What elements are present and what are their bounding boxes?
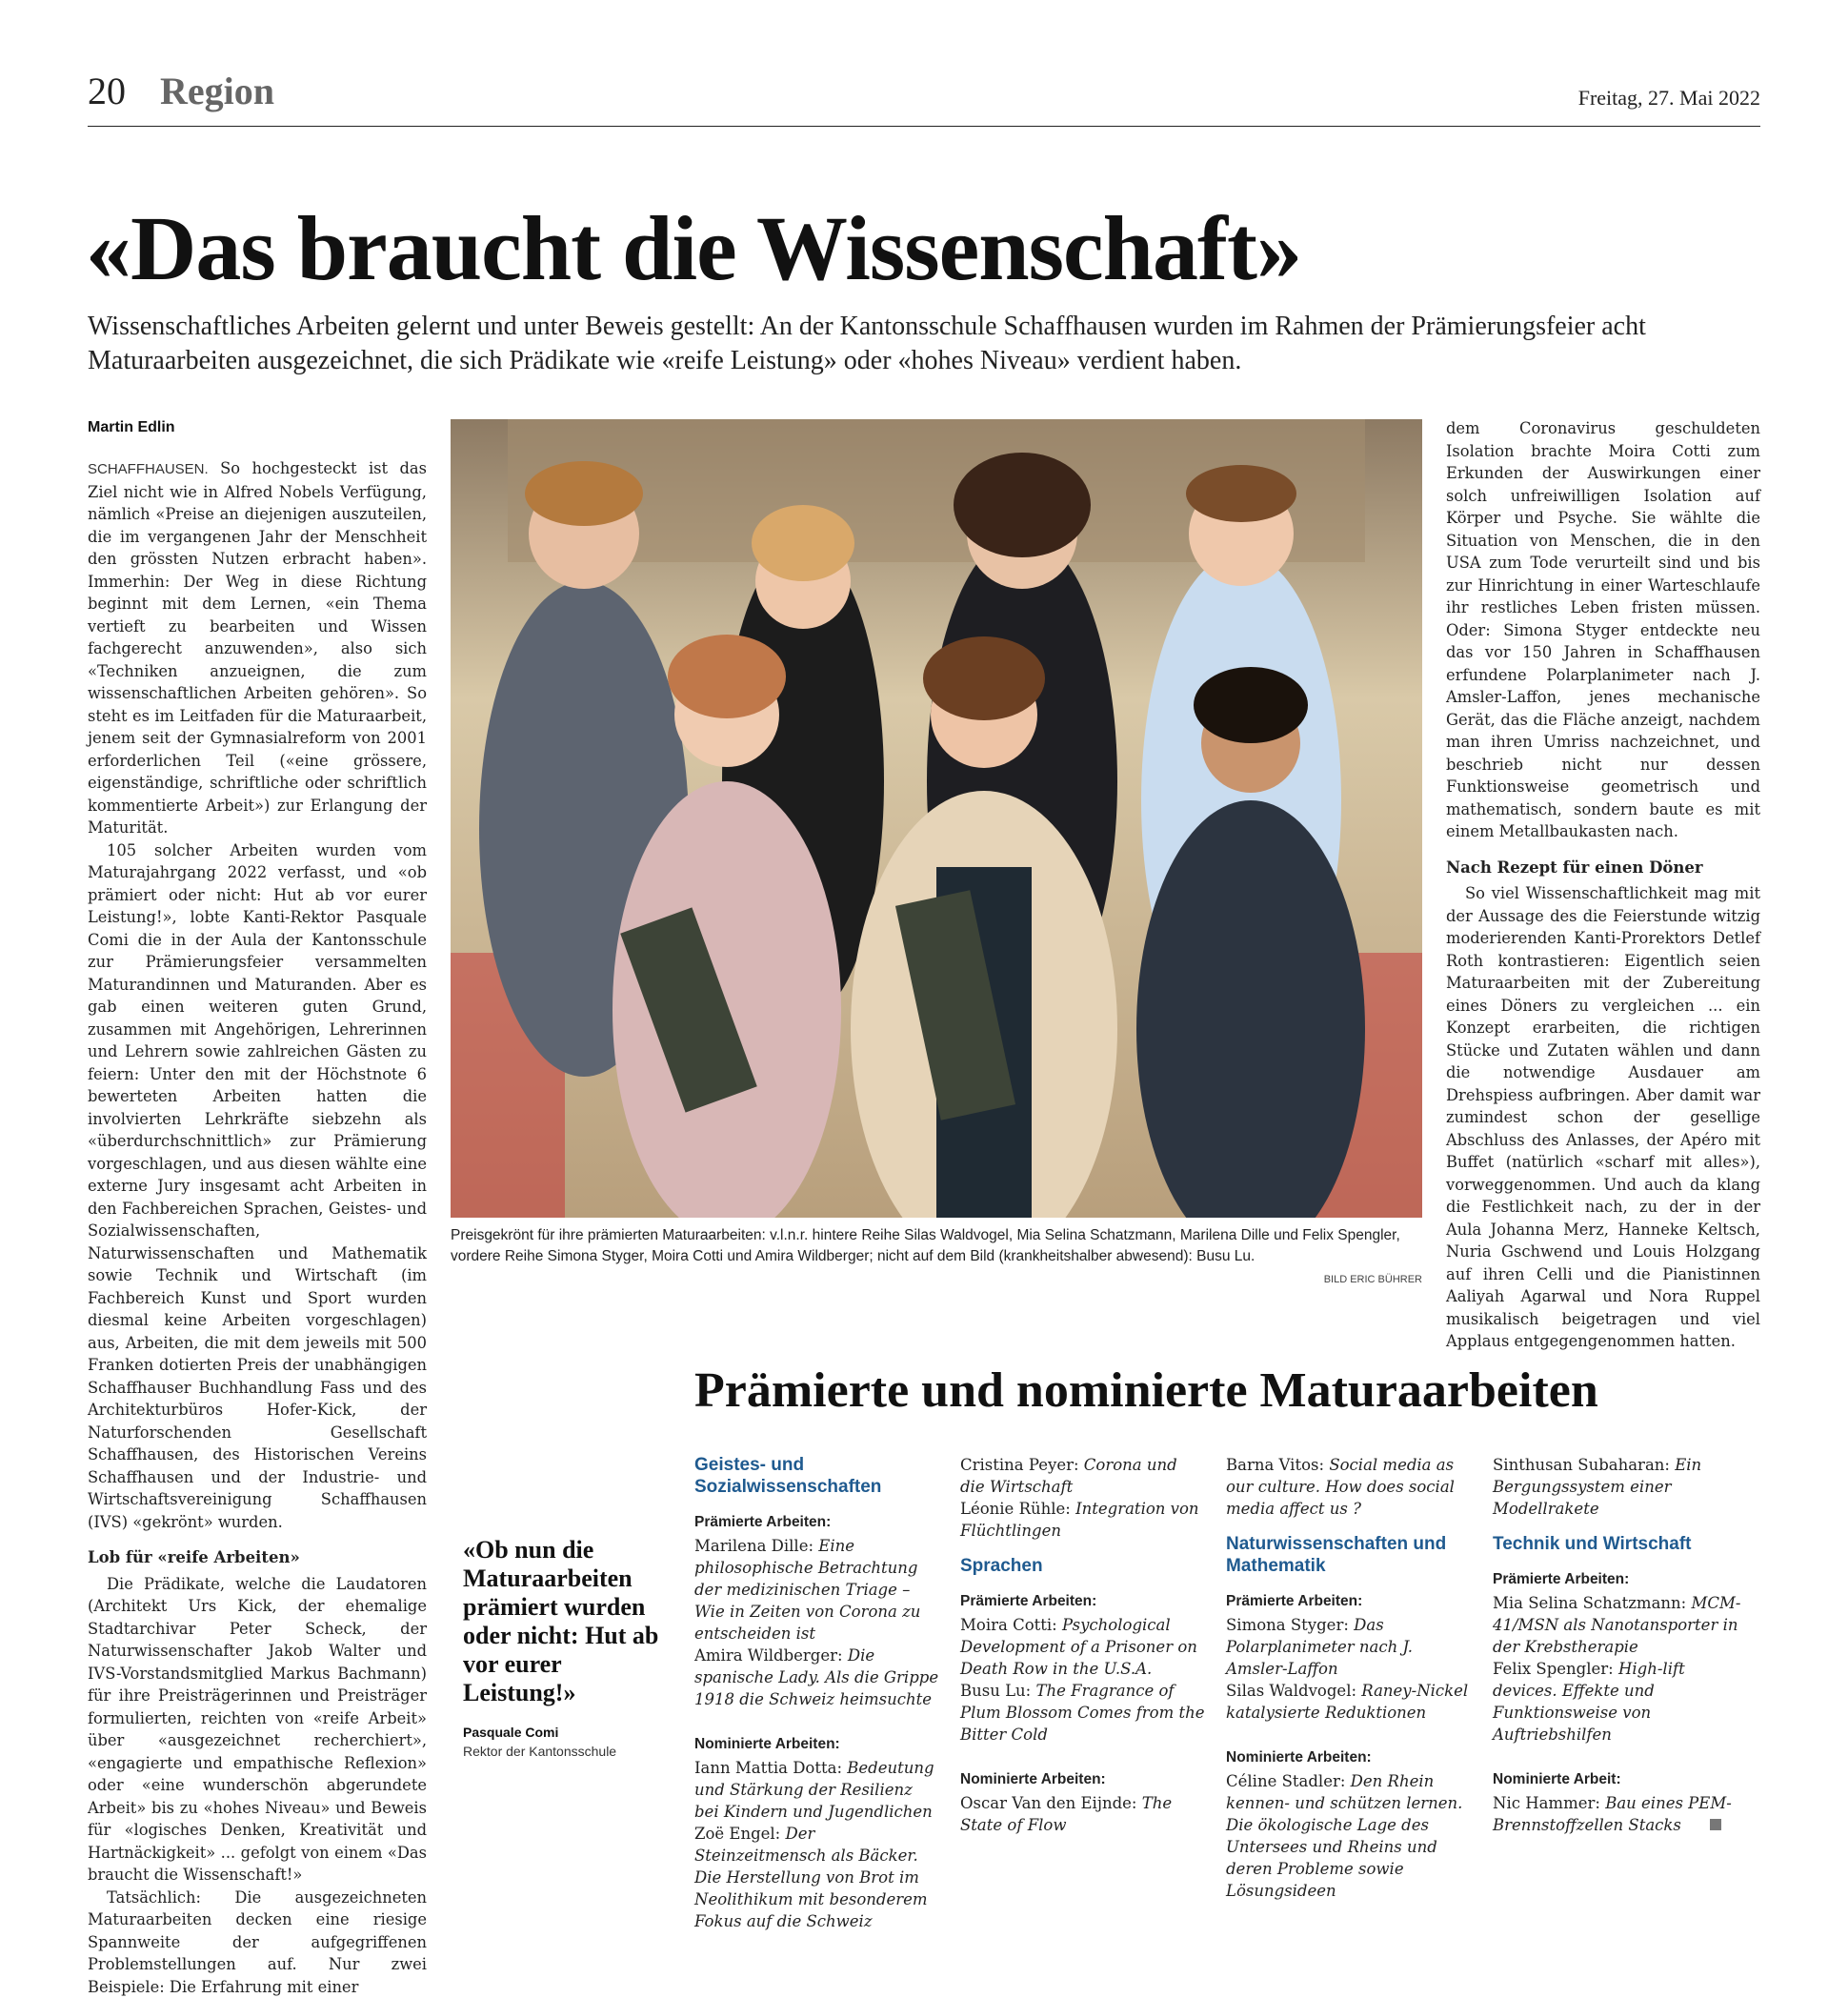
entry: Simona Styger: Das Polarplanimeter nach J. Amsler-Laffon (1226, 1614, 1472, 1680)
box-title: Prämierte und nominierte Maturaarbeiten (694, 1362, 1598, 1419)
header-rule (88, 126, 1760, 127)
group-label: Nominierte Arbeiten: (694, 1733, 940, 1755)
author-byline: Martin Edlin (88, 419, 175, 436)
paragraph: 105 solcher Arbeiten wurden vom Maturajahrgang 2022 verfasst, und «ob prämiert oder nicht: Hut ab vor eurer Leistung!», lobte Kanti-Rektor Pasquale Comi die in der Aula der Kantonsschule zur Prämierungsfeier versammelten Maturandinnen und Maturanden. Aber es gab einen weiteren guten Grund, zusammen mit Angehörigen, Lehrerinnen und Lehrern sowie zahlreichen Gästen zu feiern: Unter den mit der Höchstnote 6 bewerteten Arbeiten hatten die involvierten Lehrkräfte siebzehn als «überdurchschnittlich» zur Prämierung vorgeschlagen, und aus diesen wählte eine externe Jury insgesamt acht Arbeiten in den Fachbereichen Sprachen, Geistes- und Sozialwissenschaften, Naturwissenschaften und Mathematik sowie Technik und Wirtschaft (im Fachbereich Kunst und Sport wurden diesmal keine Arbeiten vorgeschlagen) aus, Arbeiten, die mit dem jeweils mit 500 Franken dotierten Preis der unabhängigen Schaffhauser Buchhandlung Fass und des Architekturbüros Hofer-Kick, der Naturforschenden Gesellschaft Schaffhausen, des Historischen Vereins Schaffhausen und der Industrie- und Wirtschaftsvereinigung Schaffhausen (IVS) «gekrönt» wurden. (88, 839, 427, 1534)
group-label: Prämierte Arbeiten: (960, 1590, 1206, 1612)
entry: Amira Wildberger: Die spanische Lady. Als die Grippe 1918 die Schweiz heimsuchte (694, 1645, 940, 1710)
issue-date: Freitag, 27. Mai 2022 (1578, 86, 1760, 111)
paragraph: dem Coronavirus geschuldeten Isolation brachte Moira Cotti zum Erkunden der Auswirkungen einer solch unfreiwilligen Isolation auf Körper und Psyche. Sie wählte die Situation von Menschen, die in den USA zum Tode verurteilt sind und bis zur Hinrichtung in einer Warteschlaufe ihr restliches Leben fristen müssen. Oder: Simona Styger entdeckte neu das vor 150 Jahren in Schaffhausen erfundene Polarplanimeter nach J. Amsler-Laffon, jenes mechanische Gerät, das die Fläche anzeigt, nachdem man ihren Umriss nachzeichnet, und beschrieb nicht nur dessen Funktionsweise geometrisch und mathematisch, sondern baute es mit einem Metallbaukasten nach. (1446, 417, 1760, 843)
article-column-left (88, 457, 427, 1998)
group-label: Nominierte Arbeiten: (960, 1768, 1206, 1790)
entry: Sinthusan Subaharan: Ein Bergungssystem einer Modellrakete (1493, 1454, 1742, 1520)
group-label: Nominierte Arbeiten: (1226, 1746, 1472, 1768)
box-column-3 (1226, 1454, 1472, 1902)
pull-quote: «Ob nun die Maturaarbeiten prämiert wurden oder nicht: Hut ab vor eurer Leistung!» (463, 1536, 663, 1707)
photo-credit: BILD ERIC BÜHRER (1324, 1274, 1422, 1285)
group-photo (451, 419, 1422, 1218)
entry: Marilena Dille: Eine philosophische Betrachtung der medizinischen Triage – Wie in Zeiten von Corona zu entscheiden ist (694, 1535, 940, 1645)
entry: Mia Selina Schatzmann: MCM-41/MSN als Nanotansporter in der Krebstherapie (1493, 1592, 1742, 1658)
entry: Felix Spengler: High-lift devices. Effekte und Funktionsweise von Auftriebshilfen (1493, 1658, 1742, 1746)
paragraph: SCHAFFHAUSEN. So hochgesteckt ist das Ziel nicht wie in Alfred Nobels Verfügung, nämlich «Preise an diejenigen auszuteilen, die im vergangenen Jahr der Menschheit den grössten Nutzen erbracht haben». Immerhin: Der Weg in diese Richtung beginnt mit dem Lernen, «ein Thema vertieft zu bearbeiten und Wissen fachgerecht anzuwenden», also sich «Techniken anzueignen, die zum wissenschaftlichen Arbeiten gehören». So steht es im Leitfaden für die Maturaarbeit, jenem seit der Gymnasialreform von 2001 erforderlichen Teil («eine grössere, eigenständige, schriftliche oder schriftlich kommentierte Arbeit») zur Erlangung der Maturität. (88, 457, 427, 839)
headline: «Das braucht die Wissenschaft» (86, 195, 1301, 301)
dateline: SCHAFFHAUSEN. (88, 461, 209, 477)
entry: Zoë Engel: Der Steinzeitmensch als Bäcker. Die Herstellung von Brot im Neolithikum mit besonderem Fokus auf die Schweiz (694, 1823, 940, 1932)
entry: Barna Vitos: Social media as our culture. How does social media affect us ? (1226, 1454, 1472, 1520)
section-title: Region (160, 69, 274, 113)
group-label: Nominierte Arbeit: (1493, 1768, 1742, 1790)
group-label: Prämierte Arbeiten: (694, 1511, 940, 1533)
box-column-2 (960, 1454, 1206, 1836)
entry: Nic Hammer: Bau eines PEM-Brennstoffzellen Stacks (1493, 1792, 1742, 1836)
category-heading: Naturwissenschaften und Mathematik (1226, 1533, 1472, 1577)
group-label: Prämierte Arbeiten: (1493, 1568, 1742, 1590)
box-column-4 (1493, 1454, 1742, 1836)
lead-paragraph: Wissenschaftliches Arbeiten gelernt und unter Beweis gestellt: An der Kantonsschule Schaffhausen wurden im Rahmen der Prämierungsfeier acht Maturaarbeiten ausgezeichnet, die sich Prädikate wie «reife Leistung» oder «hohes Niveau» verdient haben. (88, 310, 1774, 378)
category-heading: Geistes- und Sozialwissenschaften (694, 1454, 940, 1498)
subheading: Lob für «reife Arbeiten» (88, 1546, 427, 1569)
subheading: Nach Rezept für einen Döner (1446, 857, 1760, 879)
group-photo-illustration (451, 419, 1422, 1218)
paragraph: Tatsächlich: Die ausgezeichneten Maturaarbeiten decken eine riesige Spannweite der aufgegriffenen Problemstellungen auf. Nur zwei Beispiele: Die Erfahrung mit einer (88, 1887, 427, 1998)
entry: Léonie Rühle: Integration von Flüchtlingen (960, 1498, 1206, 1542)
quote-author: Pasquale Comi (463, 1725, 558, 1740)
photo-caption: Preisgekrönt für ihre prämierten Maturaarbeiten: v.l.n.r. hintere Reihe Silas Waldvogel, Mia Selina Schatzmann, Marilena Dille und Felix Spengler, vordere Reihe Simona Styger, Moira Cotti und Amira Wildberger; nicht auf dem Bild (krankheitshalber abwesend): Busu Lu. (451, 1225, 1422, 1267)
box-column-1 (694, 1454, 940, 1932)
end-mark (1710, 1819, 1721, 1830)
entry: Cristina Peyer: Corona und die Wirtschaft (960, 1454, 1206, 1498)
entry: Silas Waldvogel: Raney-Nickel katalysierte Reduktionen (1226, 1680, 1472, 1724)
entry: Iann Mattia Dotta: Bedeutung und Stärkung der Resilienz bei Kindern und Jugendlichen (694, 1757, 940, 1823)
page-number: 20 (88, 69, 126, 113)
article-column-right (1446, 417, 1760, 1353)
quote-author-role: Rektor der Kantonsschule (463, 1744, 616, 1759)
category-heading: Technik und Wirtschaft (1493, 1533, 1742, 1555)
paragraph: Die Prädikate, welche die Laudatoren (Architekt Urs Kick, der ehemalige Stadtarchivar Peter Scheck, der Naturwissenschafter Jakob Walter und IVS-Vorstandsmitglied Markus Bachmann) für ihre Preisträgerinnen und Preisträger formulierten, reichten von «reife Arbeit» über «ausgezeichnet recherchiert», «engagierte und empathische Reflexion» oder «eine wunderschön abgerundete Arbeit» bis zu «hohes Niveau» und Beweis für «logisches Denken, Kreativität und Hartnäckigkeit» ... gefolgt von einem «Das braucht die Wissenschaft!» (88, 1573, 427, 1887)
entry: Céline Stadler: Den Rhein kennen- und schützen lernen. Die ökologische Lage des Untersees und Rheins und deren Probleme sowie Lösungsideen (1226, 1770, 1472, 1902)
entry: Oscar Van den Eijnde: The State of Flow (960, 1792, 1206, 1836)
entry: Busu Lu: The Fragrance of Plum Blossom Comes from the Bitter Cold (960, 1680, 1206, 1746)
paragraph: So viel Wissenschaftlichkeit mag mit der Aussage des die Feierstunde witzig moderierenden Kanti-Prorektors Detlef Roth kontrastieren: Eigentlich seien Maturaarbeiten mit der Zubereitung eines Döners zu vergleichen ... ein Konzept erarbeiten, die richtigen Stücke und Zutaten wählen und dann die notwendige Ausdauer am Drehspiess aufbringen. Aber damit war zumindest schon der gesellige Abschluss des Anlasses, der Apéro mit Buffet (natürlich «scharf mit alles»), vorweggenommen. Und auch da klang die Festlichkeit nach, zu der in der Aula Johanna Merz, Hanneke Keltsch, Nuria Gschwend und Louis Holzgang auf ihren Celli und die Pianistinnen Aaliyah Agarwal und Nora Ruppel musikalisch beigetragen und viel Applaus entgegengenommen hatten. (1446, 882, 1760, 1353)
category-heading: Sprachen (960, 1555, 1206, 1577)
group-label: Prämierte Arbeiten: (1226, 1590, 1472, 1612)
entry: Moira Cotti: Psychological Development of a Prisoner on Death Row in the U.S.A. (960, 1614, 1206, 1680)
